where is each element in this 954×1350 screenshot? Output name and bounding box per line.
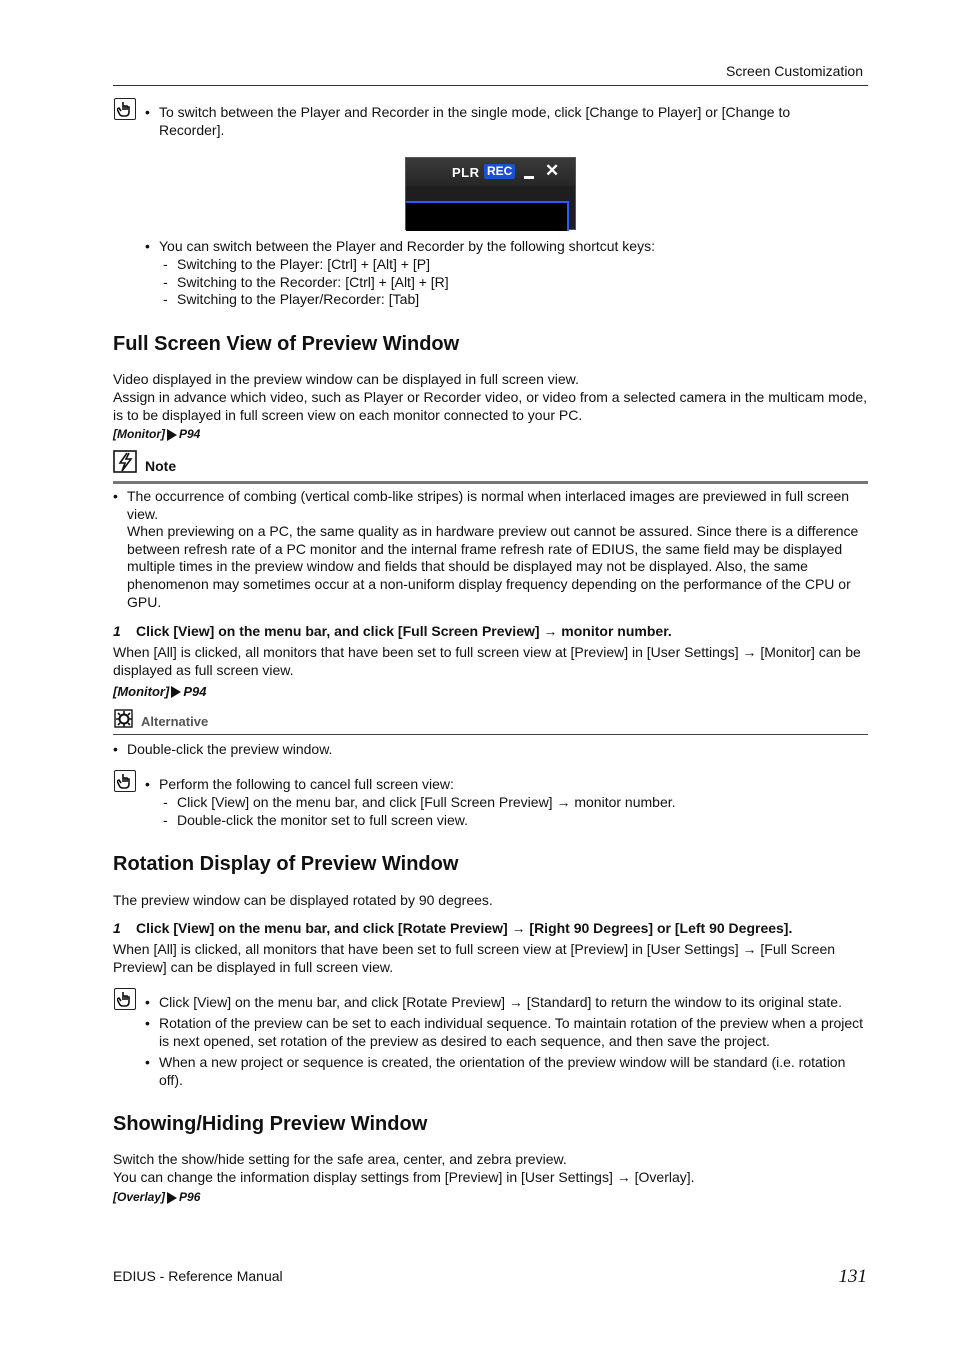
note-icon xyxy=(113,450,139,474)
tip-item: • To switch between the Player and Recorder in the single mode, click [Change to Player] or [Change to Recorder]. xyxy=(145,104,825,139)
paragraph: The preview window can be displayed rotated by 90 degrees. xyxy=(113,892,493,908)
player-recorder-screenshot xyxy=(405,157,576,230)
list-item: - Double-click the monitor set to full screen view. xyxy=(163,811,469,828)
tip-item: • Rotation of the preview can be set to each individual sequence. To maintain rotation of the preview when a project is next opened, set rotation of the preview as desired to each sequence, and then save the project. xyxy=(145,1015,864,1049)
section-heading: Showing/Hiding Preview Window xyxy=(113,1113,428,1135)
note-item: • The occurrence of combing (vertical comb-like stripes) is normal when interlaced images are previewed in full screen view. When previewing on a PC, the same quality as in hardware preview out cannot be assured. Since there is a difference between refresh rate of a PC monitor and the internal frame refresh rate of EDIUS, the same field may be displayed multiple times in the preview window and fields that should be displayed may not be displayed. Also, the same phenomenon may sometimes occur at a non-uniform display frequency depending on the performance of the CPU or GPU. xyxy=(113,488,859,610)
arrow-right-icon xyxy=(171,686,181,698)
paragraph: Assign in advance which video, such as Player or Recorder video, or video from a selected camera in the multicam mode, is to be displayed in full screen view on each monitor connected to your PC. xyxy=(113,389,868,423)
arrow-right-icon xyxy=(167,429,177,441)
list-item: - Switching to the Recorder: [Ctrl] + [Alt] + [R] xyxy=(163,273,449,290)
paragraph: Switch the show/hide setting for the safe area, center, and zebra preview. xyxy=(113,1151,567,1167)
page-number: 131 xyxy=(838,1266,867,1287)
page-header: Screen Customization xyxy=(726,63,863,79)
procedure-step: 1 Click [View] on the menu bar, and click [Full Screen Preview] → monitor number. xyxy=(113,623,672,639)
paragraph: Video displayed in the preview window can be displayed in full screen view. xyxy=(113,371,579,387)
shortcut-list xyxy=(163,256,763,309)
header-divider xyxy=(113,85,868,86)
tip-item: • When a new project or sequence is created, the orientation of the preview window will be standard (i.e. rotation off). xyxy=(145,1054,846,1088)
tip-sublist xyxy=(163,794,843,829)
cross-reference-link[interactable]: [Monitor] P94 xyxy=(113,427,201,441)
step-description: When [All] is clicked, all monitors that have been set to full screen view at [Preview] in [User Settings] → [Full Screen Preview] can be displayed in full screen view. xyxy=(113,941,836,975)
minimize-icon xyxy=(524,176,534,179)
section-heading: Rotation Display of Preview Window xyxy=(113,853,459,875)
list-item: - Switching to the Player/Recorder: [Tab] xyxy=(163,291,420,308)
list-item: - Switching to the Player: [Ctrl] + [Alt] + [P] xyxy=(163,256,430,272)
tip-item: • You can switch between the Player and Recorder by the following shortcut keys: xyxy=(145,238,655,254)
tip-text: To switch between the Player and Recorder in the single mode, click [Change to Player] or [Change to Recorder]. xyxy=(159,104,791,138)
tip-item: • Perform the following to cancel full screen view: xyxy=(145,776,454,792)
close-icon: ✕ xyxy=(545,161,560,180)
footer-manual-title: EDIUS - Reference Manual xyxy=(113,1268,283,1284)
paragraph: You can change the information display settings from [Preview] in [User Settings] → [Overlay]. xyxy=(113,1169,695,1185)
list-item: - Click [View] on the menu bar, and click [Full Screen Preview] → monitor number. xyxy=(163,794,676,810)
alternative-label: Alternative xyxy=(141,714,209,729)
alternative-icon xyxy=(114,709,134,729)
cross-reference-link[interactable]: [Overlay] P96 xyxy=(113,1190,201,1204)
step-description: When [All] is clicked, all monitors that have been set to full screen view at [Preview] in [User Settings] → [Monitor] can be displayed as full screen view. xyxy=(113,644,861,678)
procedure-step: 1 Click [View] on the menu bar, and click [Rotate Preview] → [Right 90 Degrees] or [Left 90 Degrees]. xyxy=(113,920,793,936)
note-divider xyxy=(113,481,868,484)
preview-screen xyxy=(406,201,569,231)
alternative-divider xyxy=(113,734,868,735)
tip-text: You can switch between the Player and Recorder by the following shortcut keys: xyxy=(159,238,655,254)
tip-item: • Click [View] on the menu bar, and click [Rotate Preview] → [Standard] to return the window to its original state. xyxy=(145,994,842,1010)
plr-button: PLR xyxy=(452,165,480,180)
rec-button: REC xyxy=(484,164,515,179)
hand-pointer-icon xyxy=(114,770,136,792)
hand-pointer-icon xyxy=(114,98,136,120)
arrow-right-icon xyxy=(167,1192,177,1204)
alternative-item: • Double-click the preview window. xyxy=(113,741,333,757)
note-label: Note xyxy=(145,458,177,474)
hand-pointer-icon xyxy=(114,988,136,1010)
cross-reference-link[interactable]: [Monitor] P94 xyxy=(113,684,207,699)
section-heading: Full Screen View of Preview Window xyxy=(113,333,460,355)
